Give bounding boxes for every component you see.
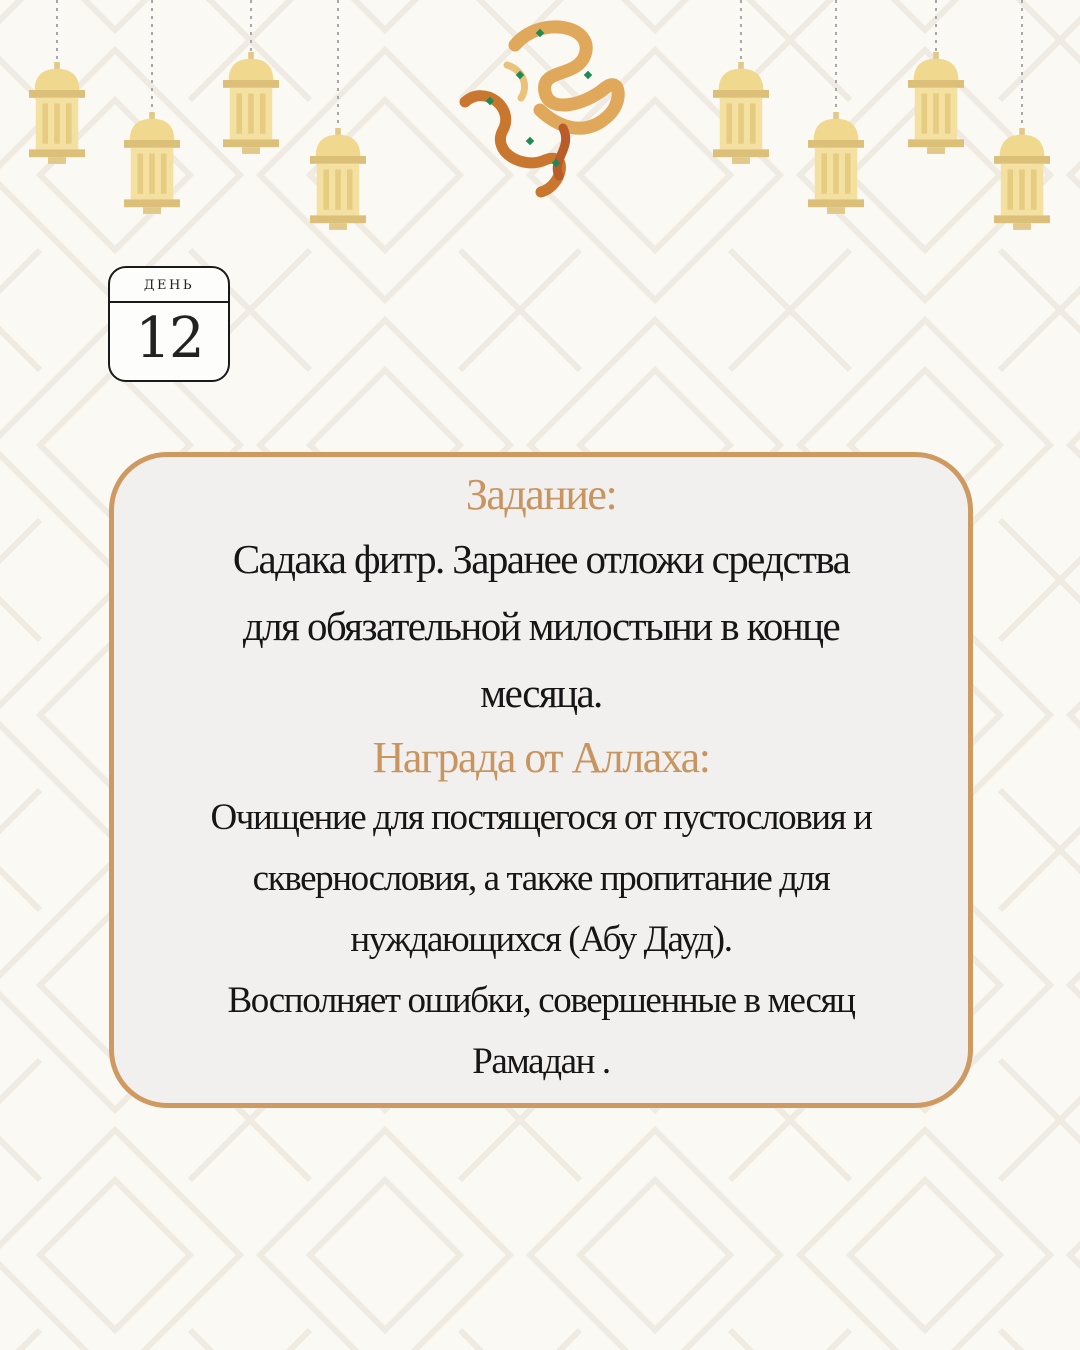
reward-line: Рамадан . <box>472 1041 610 1082</box>
content-card <box>109 452 973 1108</box>
lantern-icon <box>223 52 279 154</box>
task-text <box>114 526 968 727</box>
day-label: ДЕНЬ <box>143 278 195 293</box>
badge-divider <box>110 301 228 303</box>
reward-line: Восполняет ошибки, совершенные в месяц <box>227 980 855 1021</box>
day-badge <box>108 266 230 382</box>
task-line: месяца. <box>480 670 602 716</box>
task-line: для обязательной милостыни в конце <box>242 603 840 649</box>
reward-heading: Награда от Аллаха: <box>372 733 710 782</box>
task-heading: Задание: <box>465 470 617 519</box>
reward-line: нуждающихся (Абу Дауд). <box>350 919 732 960</box>
reward-line: сквернословия, а также пропитание для <box>252 858 830 899</box>
lantern-icon <box>994 128 1050 230</box>
lantern-icon <box>310 128 366 230</box>
day-number: 12 <box>135 306 203 371</box>
lantern-icon <box>908 52 964 154</box>
reward-line: Очищение для постящегося от пустословия и <box>210 797 872 838</box>
lantern-icon <box>29 62 85 164</box>
reward-text <box>114 787 968 1092</box>
lantern-icon <box>713 62 769 164</box>
task-line: Садака фитр. Заранее отложи средства <box>232 536 850 582</box>
ramadan-calligraphy-emblem-icon <box>445 10 635 205</box>
lantern-icon <box>124 112 180 214</box>
lantern-icon <box>808 112 864 214</box>
